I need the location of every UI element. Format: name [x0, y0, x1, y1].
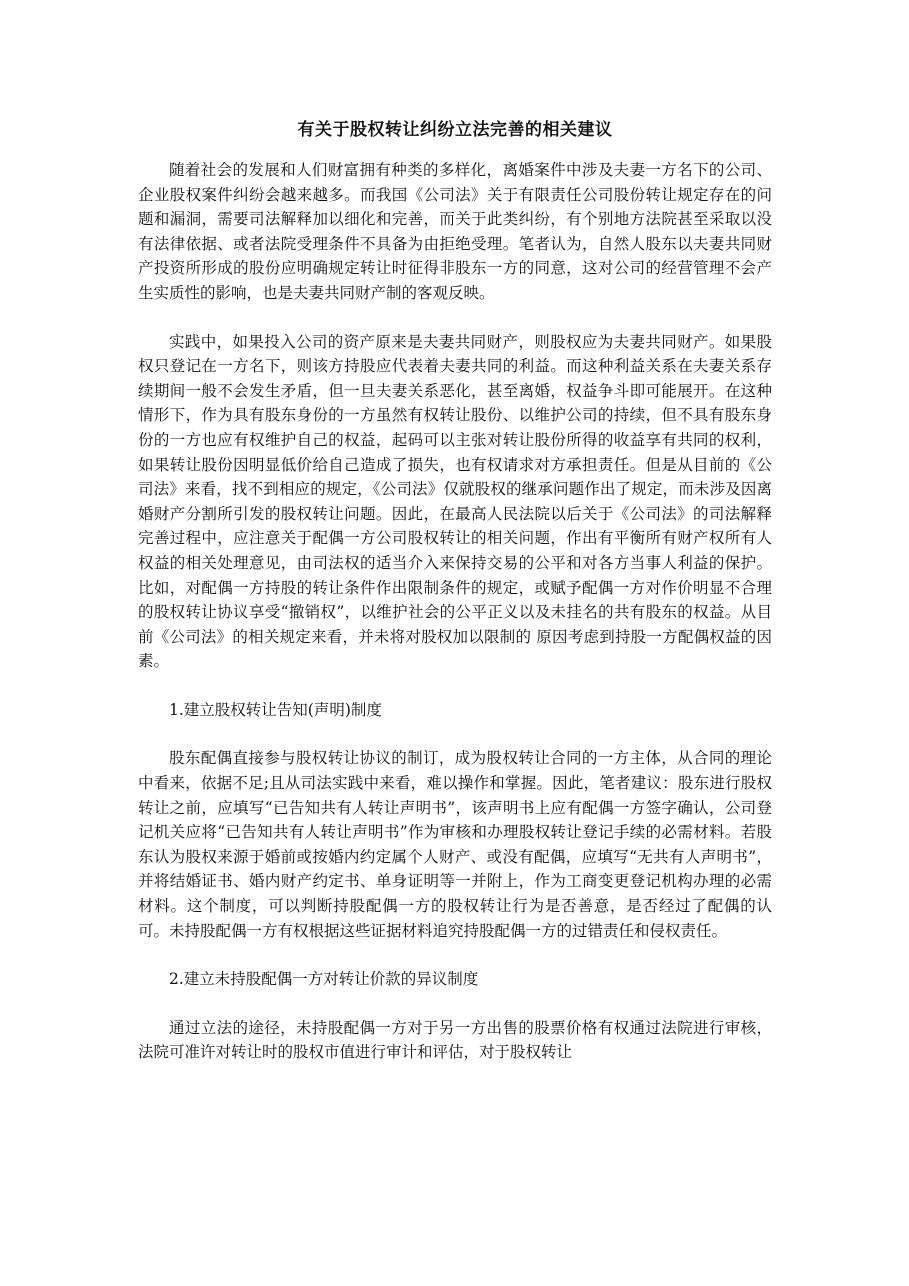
- document-page: [138, 118, 772, 1089]
- section-heading-2: 2.建立未持股配偶一方对转让价款的异议制度: [169, 970, 479, 989]
- paragraph-3: 股东配偶直接参与股权转让协议的制订，成为股权转让合同的一方主体，从合同的理论中看来，依据不足;且从司法实践中来看，难以操作和掌握。因此，笔者建议：股东进行股权转让之前，应填写“已告知共有人转让声明书”，该声明书上应有配偶一方签字确认，公司登记机关应将“已告知共有人转让声明书”作为审核和办理股权转让登记手续的必需材料。若股东认为股权来源于婚前或按婚内约定属个人财产、或没有配偶，应填写“无共有人声明书”，并将结婚证书、婚内财产约定书、单身证明等一并附上，作为工商变更登记机构办理的必需材料。这个制度，可以判断持股配偶一方的股权转让行为是否善意，是否经过了配偶的认可。未持股配偶一方有权根据这些证据材料追究持股配偶一方的过错责任和侵权责任。: [138, 749, 772, 940]
- section-heading-1: 1.建立股权转让告知(声明)制度: [169, 700, 382, 719]
- document-title: 有关于股权转让纠纷立法完善的相关建议: [297, 120, 613, 140]
- paragraph-1: 随着社会的发展和人们财富拥有种类的多样化，离婚案件中涉及夫妻一方名下的公司、企业股权案件纠纷会越来越多。而我国《公司法》关于有限责任公司股份转让规定存在的问题和漏洞，需要司法解释加以细化和完善，而关于此类纠纷，有个别地方法院甚至采取以没有法律依据、或者法院受理条件不具备为由拒绝受理。笔者认为，自然人股东以夫妻共同财产投资所形成的股份应明确规定转让时征得非股东一方的同意，这对公司的经营管理不会产生实质性的影响，也是夫妻共同财产制的客观反映。: [138, 161, 772, 302]
- paragraph-4: 通过立法的途径，未持股配偶一方对于另一方出售的股票价格有权通过法院进行审核，法院可准许对转让时的股权市值进行审计和评估，对于股权转让: [138, 1018, 772, 1062]
- paragraph-2: 实践中，如果投入公司的资产原来是夫妻共同财产，则股权应为夫妻共同财产。如果股权只登记在一方名下，则该方持股应代表着夫妻共同的利益。而这种利益关系在夫妻关系存续期间一般不会发生矛盾，但一旦夫妻关系恶化，甚至离婚，权益争斗即可能展开。在这种情形下，作为具有股东身份的一方虽然有权转让股份、以维护公司的持续，但不具有股东身份的一方也应有权维护自己的权益，起码可以主张对转让股份所得的收益享有共同的权利，如果转让股份因明显低价给自己造成了损失，也有权请求对方承担责任。但是从目前的《公司法》来看，找不到相应的规定，《公司法》仅就股权的继承问题作出了规定，而未涉及因离婚财产分割所引发的股权转让问题。因此，在最高人民法院以后关于《公司法》的司法解释完善过程中，应注意关于配偶一方公司股权转让的相关问题，作出有平衡所有财产权所有人权益的相关处理意见，由司法权的适当介入来保持交易的公平和对各方当事人利益的保护。比如，对配偶一方持股的转让条件作出限制条件的规定，或赋予配偶一方对作价明显不合理的股权转让协议享受“撤销权”，以维护社会的公平正义以及未挂名的共有股东的权益。从目前《公司法》的相关规定来看，并未将对股权加以限制的 原因考虑到持股一方配偶权益的因素。: [138, 332, 772, 671]
